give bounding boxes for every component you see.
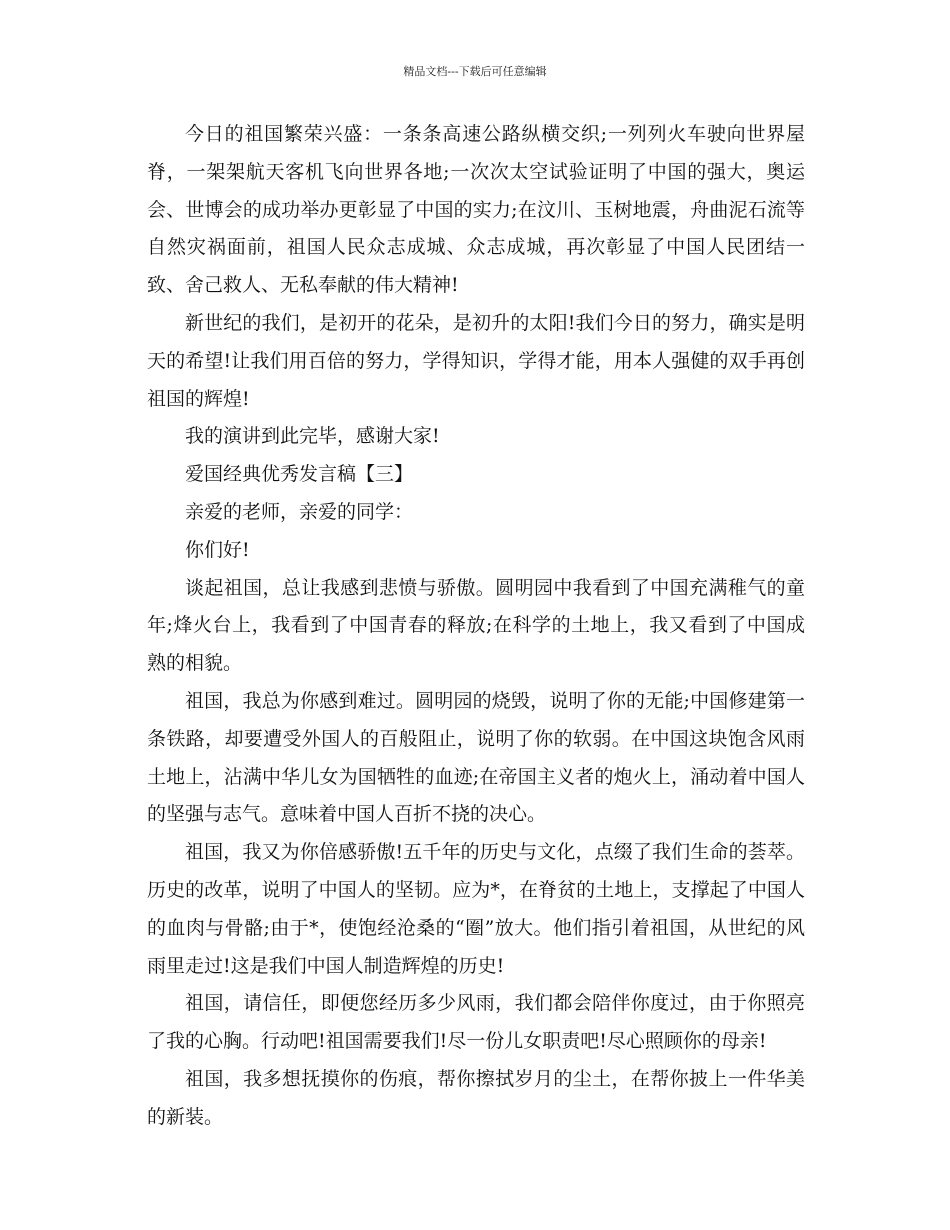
document-body [147, 116, 805, 1137]
paragraph-sad-for-you: 祖国，我总为你感到难过。圆明园的烧毁，说明了你的无能;中国修建第一条铁路，却要遭受外国人的百般阻止，说明了你的软弱。在中国这块饱含风雨土地上，沾满中华儿女为国牺牲的血迹;在帝国主义者的炮火上，涌动着中国人的坚强与志气。意味着中国人百折不挠的决心。 [147, 689, 805, 826]
salutation: 亲爱的老师，亲爱的同学： [185, 500, 414, 523]
paragraph-proud-of-you: 祖国，我又为你倍感骄傲!五千年的历史与文化，点缀了我们生命的荟萃。历史的改革，说明了中国人的坚韧。应为*，在脊贫的土地上，支撑起了中国人的血肉与骨骼;由于*，使饱经沧桑的“圈”放大。他们指引着祖国，从世纪的风雨里走过!这是我们中国人制造辉煌的历史! [147, 841, 805, 977]
page-header: 精品文档---下载后可任意编辑 [403, 65, 547, 78]
greeting: 你们好! [185, 538, 250, 561]
paragraph-new-century: 新世纪的我们，是初开的花朵，是初升的太阳!我们今日的努力，确实是明天的希望!让我们用百倍的努力，学得知识，学得才能，用本人强健的双手再创祖国的辉煌! [147, 311, 805, 410]
paragraph-new-clothes: 祖国，我多想抚摸你的伤痕，帮你擦拭岁月的尘土，在帮你披上一件华美的新装。 [147, 1067, 805, 1128]
section-title: 爱国经典优秀发言稿【三】 [185, 463, 414, 486]
paragraph-closing-thanks: 我的演讲到此完毕，感谢大家! [185, 425, 440, 448]
paragraph-talking-of-motherland: 谈起祖国，总让我感到悲愤与骄傲。圆明园中我看到了中国充满稚气的童年;烽火台上，我看到了中国青春的释放;在科学的土地上，我又看到了中国成熟的相貌。 [147, 576, 805, 675]
paragraph-please-trust: 祖国，请信任，即便您经历多少风雨，我们都会陪伴你度过，由于你照亮了我的心胸。行动吧!祖国需要我们!尽一份儿女职责吧!尽心照顾你的母亲! [147, 992, 805, 1053]
paragraph-today-china: 今日的祖国繁荣兴盛：一条条高速公路纵横交织;一列列火车驶向世界屋脊，一架架航天客机飞向世界各地;一次次太空试验证明了中国的强大，奥运会、世博会的成功举办更彰显了中国的实力;在汶川、玉树地震，舟曲泥石流等自然灾祸面前，祖国人民众志成城、众志成城，再次彰显了中国人民团结一致、舍己救人、无私奉献的伟大精神! [147, 123, 805, 297]
